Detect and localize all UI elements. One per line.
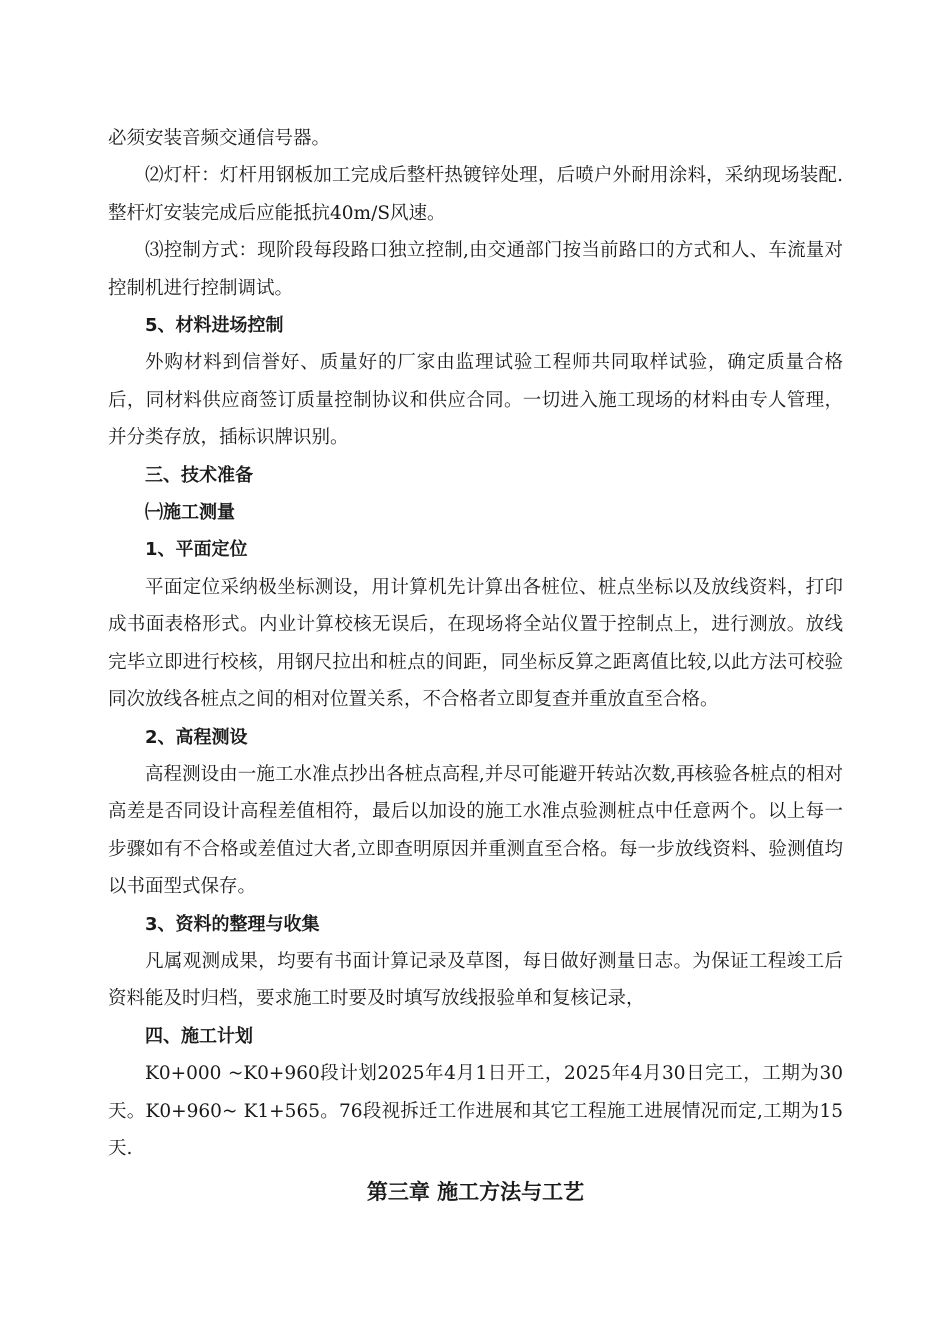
paragraph-data-collection: 凡属观测成果，均要有书面计算记录及草图，每日做好测量日志。为保证工程竣工后资料能及时归档，要求施工时要及时填写放线报验单和复核记录， xyxy=(108,950,843,1010)
heading-material-control: 5、材料进场控制 xyxy=(145,315,284,337)
paragraph-plane-positioning: 平面定位采纳极坐标测设，用计算机先计算出各桩位、桩点坐标以及放线资料，打印成书面表格形式。内业计算校核无误后，在现场将全站仪置于控制点上，进行测放。放线完毕立即进行校核，用钢尺拉出和桩点的间距，同坐标反算之距离值比较,以此方法可校验同次放线各桩点之间的相对位置关系，不合格者立即复查并重放直至合格。 xyxy=(108,576,843,711)
heading-data-collection: 3、资料的整理与收集 xyxy=(145,913,320,935)
paragraph-control-mode: ⑶控制方式：现阶段每段路口独立控制,由交通部门按当前路口的方式和人、车流量对控制机进行控制调试。 xyxy=(108,240,843,299)
heading-plane-positioning: 1、平面定位 xyxy=(145,539,248,561)
heading-construction-plan: 四、施工计划 xyxy=(145,1025,253,1047)
heading-technical-preparation: 三、技术准备 xyxy=(145,464,253,486)
paragraph-signal-device: 必须安装音频交通信号器。 xyxy=(108,128,331,149)
chapter-title: 第三章 施工方法与工艺 xyxy=(366,1180,585,1205)
paragraph-elevation-survey: 高程测设由一施工水准点抄出各桩点高程,并尽可能避开转站次数,再核验各桩点的相对高差是否同设计高程差值相符，最后以加设的施工水准点验测桩点中任意两个。以上每一步骤如有不合格或差值过大者,立即查明原因并重测直至合格。每一步放线资料、验测值均以书面型式保存。 xyxy=(108,763,843,898)
paragraph-lamp-pole: ⑵灯杆：灯杆用钢板加工完成后整杆热镀锌处理，后喷户外耐用涂料，采纳现场装配.整杆灯安装完成后应能抵抗40m/S风速。 xyxy=(108,165,843,224)
heading-construction-survey: ㈠施工测量 xyxy=(145,502,235,524)
paragraph-construction-plan: K0+000 ~K0+960段计划2025年4月1日开工，2025年4月30日完工，工期为30天。K0+960~ K1+565。76段视拆迁工作进展和其它工程施工进展情况而定,工期为15天. xyxy=(108,1063,843,1159)
paragraph-material-control: 外购材料到信誉好、质量好的厂家由监理试验工程师共同取样试验，确定质量合格后，同材料供应商签订质量控制协议和供应合同。一切进入施工现场的材料由专人管理，并分类存放，插标识牌识别。 xyxy=(108,352,843,449)
document-body xyxy=(108,120,843,1215)
heading-elevation-survey: 2、高程测设 xyxy=(145,726,248,748)
